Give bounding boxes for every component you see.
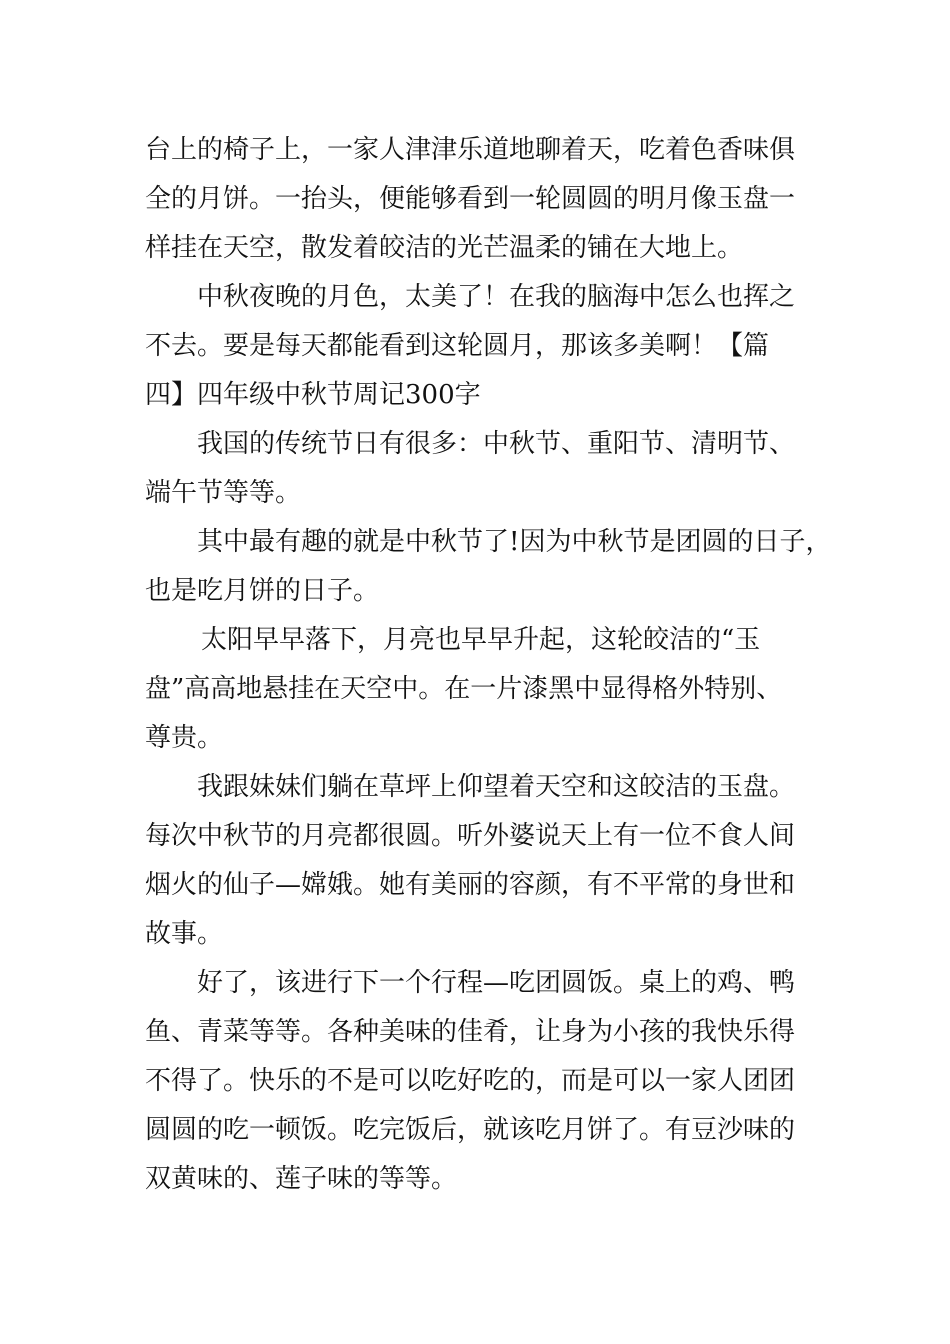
text-line: 不去。要是每天都能看到这轮圆月，那该多美啊！【篇 [145,331,770,361]
text-line: 全的月饼。一抬头，便能够看到一轮圆圆的明月像玉盘一 [145,184,796,214]
paragraph-start-line: 太阳早早落下，月亮也早早升起，这轮皎洁的“玉 [201,625,761,655]
text-line: 盘”高高地悬挂在天空中。在一片漆黑中显得格外特别、 [145,674,783,704]
text-line: 端午节等等。 [145,478,302,508]
text-line: 也是吃月饼的日子。 [145,576,380,606]
text-line: 每次中秋节的月亮都很圆。听外婆说天上有一位不食人间 [145,821,796,851]
text-line: 尊贵。 [145,723,224,753]
text-line: 样挂在天空，散发着皎洁的光芒温柔的铺在大地上。 [145,233,744,263]
text-line: 圆圆的吃一顿饭。吃完饭后，就该吃月饼了。有豆沙味的 [145,1115,796,1145]
paragraph-start-line: 其中最有趣的就是中秋节了!因为中秋节是团圆的日子， [197,527,832,557]
article-body [145,126,832,1204]
paragraph-start-line: 我国的传统节日有很多：中秋节、重阳节、清明节、 [197,429,796,459]
paragraph-start-line: 我跟妹妹们躺在草坪上仰望着天空和这皎洁的玉盘。 [197,772,796,802]
text-line: 双黄味的、莲子味的等等。 [145,1164,458,1194]
section-heading-line: 四】四年级中秋节周记300字 [145,380,481,410]
text-line: 烟火的仙子—嫦娥。她有美丽的容颜，有不平常的身世和 [145,870,796,900]
text-line: 故事。 [145,919,224,949]
text-line: 不得了。快乐的不是可以吃好吃的，而是可以一家人团团 [145,1066,796,1096]
text-line: 鱼、青菜等等。各种美味的佳肴，让身为小孩的我快乐得 [145,1017,796,1047]
text-line: 台上的椅子上，一家人津津乐道地聊着天，吃着色香味俱 [145,135,796,165]
paragraph-start-line: 好了，该进行下一个行程—吃团圆饭。桌上的鸡、鸭 [197,968,796,998]
paragraph-start-line: 中秋夜晚的月色，太美了！在我的脑海中怎么也挥之 [197,282,796,312]
